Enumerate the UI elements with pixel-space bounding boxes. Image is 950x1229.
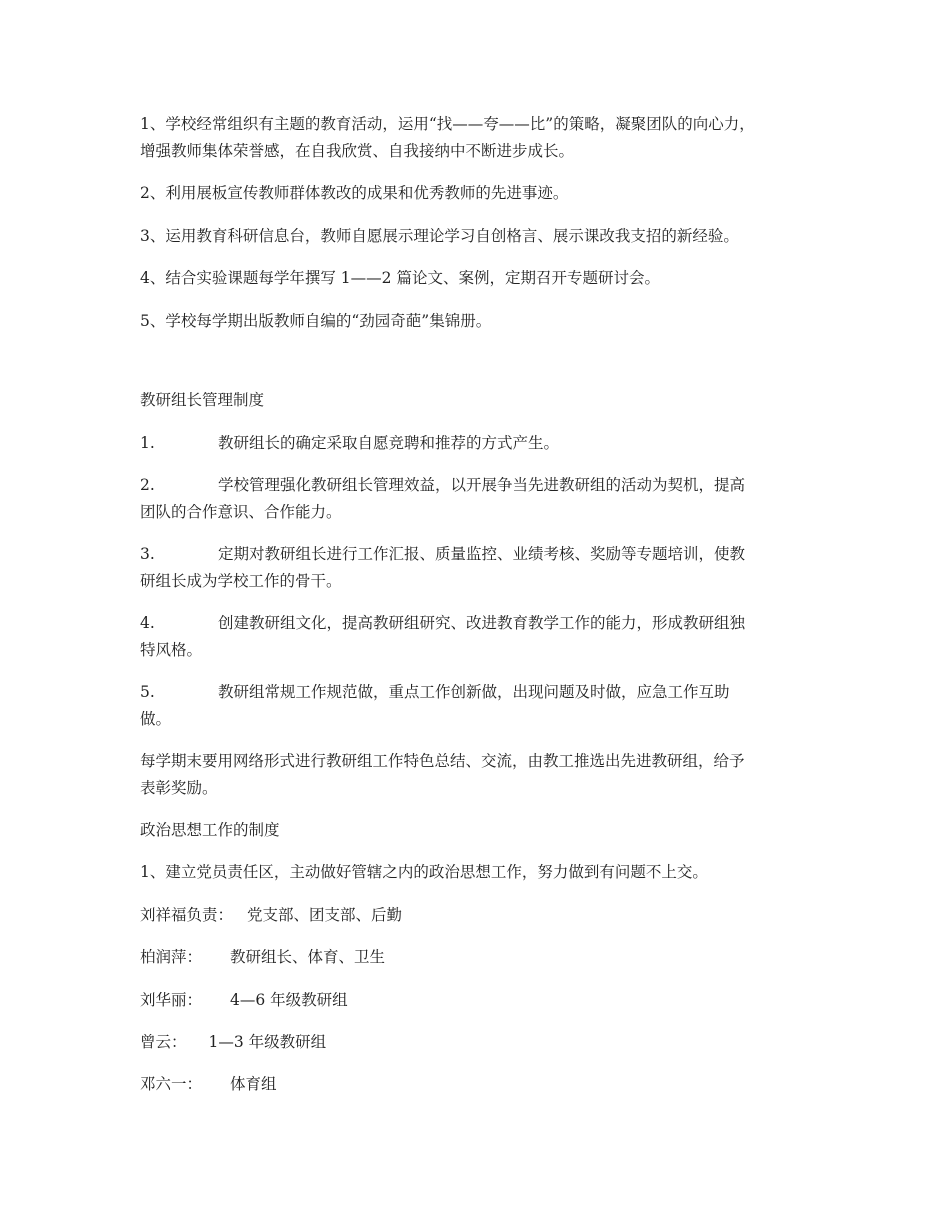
item-number: 5.: [140, 683, 155, 701]
assignment-row: [140, 1072, 277, 1096]
item-text: 教研组常规工作规范做，重点工作创新做，出现问题及时做，应急工作互助: [218, 683, 730, 701]
assignment-row: [140, 903, 402, 927]
assignee-duty: 4—6 年级教研组: [230, 991, 348, 1009]
intro-item-3: 3、运用教育科研信息台，教师自愿展示理论学习自创格言、展示课改我支招的新经验。: [140, 227, 739, 245]
assignee-duty: 教研组长、体育、卫生: [230, 948, 386, 966]
intro-item-4: 4、结合实验课题每学年撰写 1——2 篇论文、案例，定期召开专题研讨会。: [140, 269, 660, 287]
assignee-name: 柏润萍：: [140, 948, 203, 966]
section1-item-3: [140, 542, 745, 566]
section1-closing-line-1: 每学期末要用网络形式进行教研组工作特色总结、交流，由教工推选出先进教研组，给予: [140, 752, 745, 770]
assignee-name: 刘祥福负责：: [140, 906, 234, 924]
item-number: 4.: [140, 614, 155, 632]
assignee-name: 刘华丽：: [140, 991, 203, 1009]
section1-item-2-line-2: 团队的合作意识、合作能力。: [140, 503, 342, 521]
assignment-row: [140, 988, 348, 1012]
section2-item-1: 1、建立党员责任区，主动做好管辖之内的政治思想工作，努力做到有问题不上交。: [140, 863, 708, 881]
assignee-duty: 1—3 年级教研组: [208, 1033, 327, 1051]
section1-closing-line-2: 表彰奖励。: [140, 779, 218, 797]
item-text: 教研组长的确定采取自愿竞聘和推荐的方式产生。: [218, 434, 560, 452]
section1-item-4: [140, 611, 745, 635]
intro-item-2: 2、利用展板宣传教师群体教改的成果和优秀教师的先进事迹。: [140, 184, 569, 202]
assignee-duty: 党支部、团支部、后勤: [247, 906, 403, 924]
assignee-name: 邓六一：: [140, 1075, 203, 1093]
item-number: 3.: [140, 545, 155, 563]
section1-item-1: [140, 431, 559, 455]
intro-item-1-line-2: 增强教师集体荣誉感，在自我欣赏、自我接纳中不断进步成长。: [140, 142, 575, 160]
item-number: 1.: [140, 434, 155, 452]
assignee-name: 曾云：: [140, 1033, 187, 1051]
item-text: 学校管理强化教研组长管理效益，以开展争当先进教研组的活动为契机，提高: [218, 476, 746, 494]
section1-item-5: [140, 680, 730, 704]
section-title-teaching-research: 教研组长管理制度: [140, 391, 265, 409]
section1-item-3-line-2: 研组长成为学校工作的骨干。: [140, 572, 342, 590]
intro-item-5: 5、学校每学期出版教师自编的“劲园奇葩”集锦册。: [140, 312, 492, 330]
intro-item-1-line-1: 1、学校经常组织有主题的教育活动，运用“找——夸——比”的策略，凝聚团队的向心力，: [140, 115, 755, 133]
assignee-duty: 体育组: [230, 1075, 277, 1093]
item-text: 创建教研组文化，提高教研组研究、改进教育教学工作的能力，形成教研组独: [218, 614, 746, 632]
section-title-political-work: 政治思想工作的制度: [140, 821, 280, 839]
section1-item-2: [140, 473, 745, 497]
section1-item-5-line-2: 做。: [140, 710, 172, 728]
assignment-row: [140, 1030, 326, 1054]
section1-item-4-line-2: 特风格。: [140, 641, 203, 659]
item-text: 定期对教研组长进行工作汇报、质量监控、业绩考核、奖励等专题培训，使教: [218, 545, 746, 563]
item-number: 2.: [140, 476, 155, 494]
assignment-row: [140, 945, 385, 969]
